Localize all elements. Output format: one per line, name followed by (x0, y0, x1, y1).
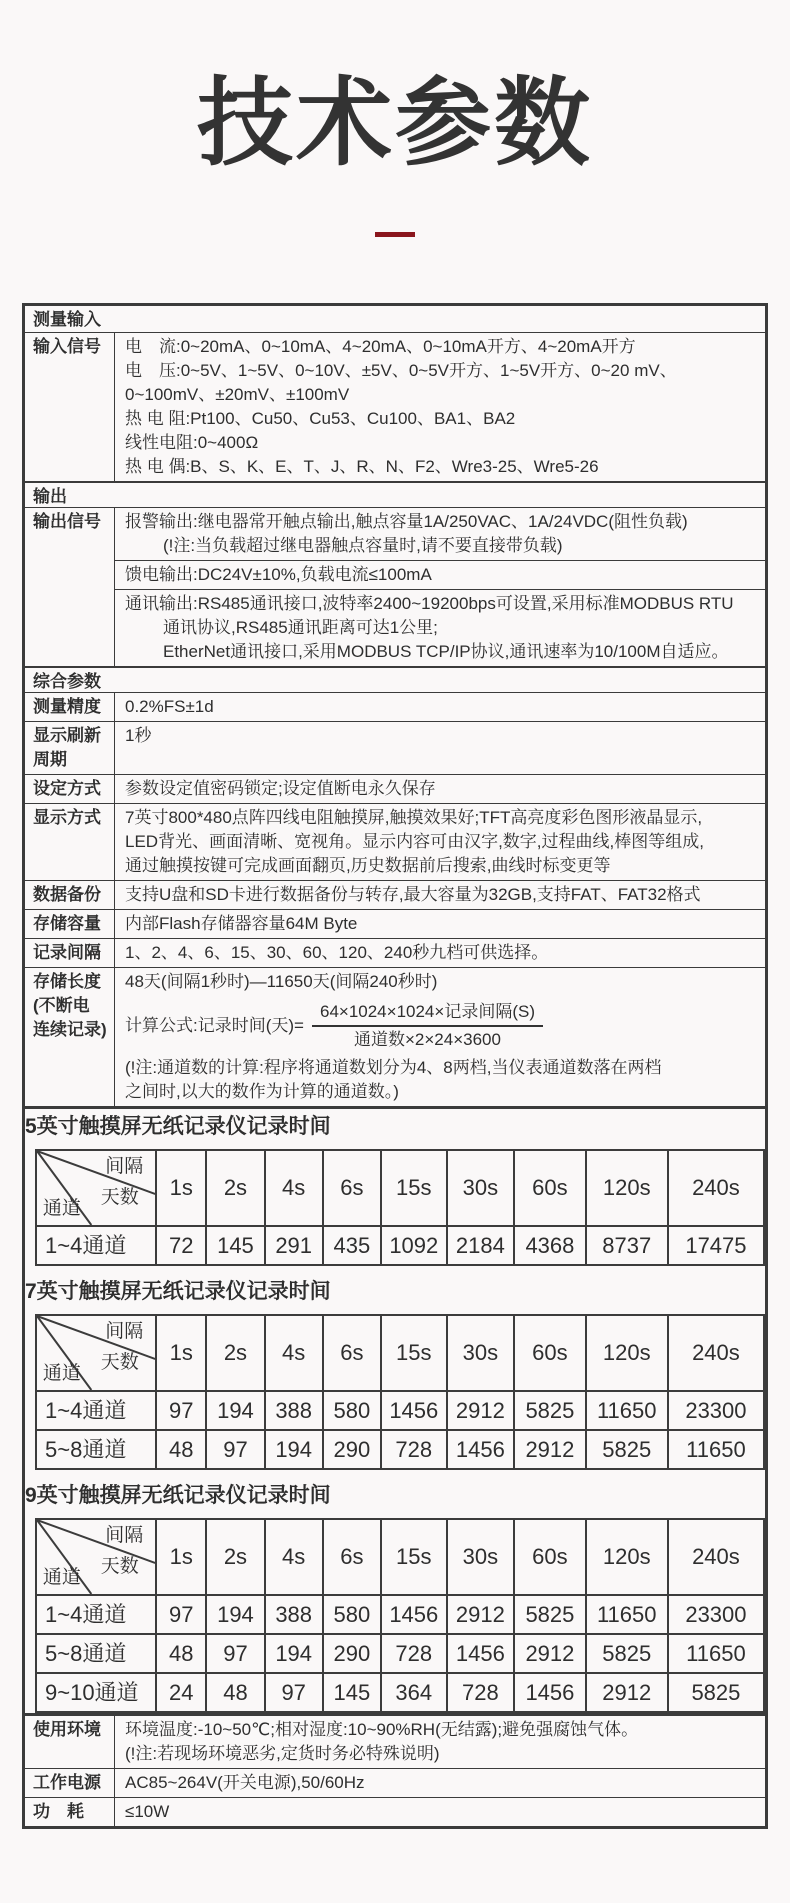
recording-days-cell: 145 (206, 1226, 264, 1265)
recording-days-cell: 11650 (668, 1430, 764, 1469)
row-value: 0.2%FS±1d (125, 697, 214, 716)
interval-header-cell: 240s (668, 1315, 764, 1391)
recording-days-cell: 5825 (514, 1595, 585, 1634)
row-output-signal (25, 507, 765, 666)
interval-header-cell: 6s (323, 1150, 381, 1226)
recording-days-row (36, 1391, 764, 1430)
storage-length-range: 48天(间隔1秒时)—11650天(间隔240秒时) (125, 972, 438, 991)
row-input-signal (25, 332, 765, 481)
channel-range-cell: 1~4通道 (36, 1595, 156, 1634)
comm-output-line1: 通讯输出:RS485通讯接口,波特率2400~19200bps可设置,采用标准MODBUS RTU (125, 594, 734, 613)
recording-days-cell: 72 (156, 1226, 206, 1265)
formula-numerator: 64×1024×1024×记录间隔(S) (312, 1000, 543, 1027)
row-value: 参数设定值密码锁定;设定值断电永久保存 (125, 779, 436, 798)
row-label: 输出信号 (25, 508, 115, 666)
corner-label-interval: 间隔 (105, 1320, 144, 1342)
row-data-backup (25, 880, 765, 909)
recording-days-cell: 728 (381, 1430, 447, 1469)
row-display-mode (25, 803, 765, 880)
comm-output-block (115, 589, 765, 666)
recording-days-cell: 2184 (447, 1226, 515, 1265)
row-recording-time-tables (25, 1106, 765, 1713)
refresh-label-line1: 显示刷新 (33, 726, 101, 745)
recording-time-table (35, 1314, 765, 1470)
row-value: 1秒 (125, 726, 152, 745)
recording-days-cell: 388 (265, 1595, 323, 1634)
recording-days-cell: 1456 (514, 1673, 585, 1712)
recording-days-cell: 728 (381, 1634, 447, 1673)
row-label: 设定方式 (25, 775, 115, 803)
interval-header-cell: 2s (206, 1519, 264, 1595)
interval-header-cell: 1s (156, 1315, 206, 1391)
recording-days-cell: 24 (156, 1673, 206, 1712)
recording-days-row (36, 1226, 764, 1265)
corner-label-days: 天数 (100, 1352, 139, 1373)
recording-days-cell: 1456 (381, 1391, 447, 1430)
recording-days-cell: 11650 (586, 1595, 668, 1634)
interval-header-cell: 4s (265, 1150, 323, 1226)
row-label: 记录间隔 (25, 939, 115, 967)
channel-range-cell: 1~4通道 (36, 1391, 156, 1430)
row-label: 数据备份 (25, 881, 115, 909)
recording-days-cell: 97 (156, 1391, 206, 1430)
row-accuracy (25, 692, 765, 721)
recording-days-cell: 1456 (447, 1430, 515, 1469)
recording-days-cell: 1456 (381, 1595, 447, 1634)
input-signal-rtd: 热 电 阻:Pt100、Cu50、Cu53、Cu100、BA1、BA2 (125, 409, 516, 428)
channel-range-cell: 9~10通道 (36, 1673, 156, 1712)
formula-prefix: 计算公式:记录时间(天)= (125, 1016, 304, 1035)
recording-days-row (36, 1634, 764, 1673)
channel-range-cell: 5~8通道 (36, 1634, 156, 1673)
row-storage-length (25, 967, 765, 1106)
recording-days-cell: 290 (323, 1430, 381, 1469)
recorder-table-7inch (25, 1280, 765, 1470)
channel-range-cell: 1~4通道 (36, 1226, 156, 1265)
page-title: 技术参数 (197, 70, 593, 177)
recording-days-cell: 291 (265, 1226, 323, 1265)
recorder-table-header-row (36, 1150, 764, 1226)
row-label: 功 耗 (25, 1798, 115, 1826)
corner-label-interval: 间隔 (105, 1155, 144, 1177)
row-label: 显示方式 (25, 804, 115, 880)
recorder-table-title: 9英寸触摸屏无纸记录仪记录时间 (25, 1484, 331, 1507)
section-header-output: 输出 (25, 481, 765, 507)
row-label: 工作电源 (25, 1769, 115, 1797)
recording-days-cell: 194 (265, 1430, 323, 1469)
recorder-table-title: 5英寸触摸屏无纸记录仪记录时间 (25, 1115, 331, 1138)
row-label: 输入信号 (25, 333, 115, 481)
recording-days-cell: 5825 (586, 1430, 668, 1469)
recording-days-cell: 97 (265, 1673, 323, 1712)
interval-days-channel-corner-cell (36, 1519, 156, 1595)
section-header-measure-input: 测量输入 (33, 310, 101, 329)
row-value: ≤10W (125, 1802, 170, 1821)
interval-days-channel-corner-cell (36, 1315, 156, 1391)
row-value: 支持U盘和SD卡进行数据备份与转存,最大容量为32GB,支持FAT、FAT32格式 (125, 885, 701, 904)
row-label (25, 722, 115, 774)
recording-days-cell: 48 (156, 1430, 206, 1469)
interval-header-cell: 4s (265, 1519, 323, 1595)
row-value: 1、2、4、6、15、30、60、120、240秒九档可供选择。 (125, 943, 549, 962)
recording-days-cell: 2912 (586, 1673, 668, 1712)
interval-header-cell: 6s (323, 1519, 381, 1595)
recording-days-cell: 48 (206, 1673, 264, 1712)
recording-days-cell: 2912 (447, 1391, 515, 1430)
interval-header-cell: 240s (668, 1150, 764, 1226)
recorder-table-header-row (36, 1519, 764, 1595)
corner-label-channel: 通道 (42, 1566, 81, 1588)
interval-header-cell: 2s (206, 1315, 264, 1391)
recording-days-cell: 1092 (381, 1226, 447, 1265)
recording-days-cell: 97 (156, 1595, 206, 1634)
corner-label-days: 天数 (100, 1556, 139, 1577)
row-refresh-period (25, 721, 765, 774)
recording-days-cell: 11650 (668, 1634, 764, 1673)
storage-length-label-line2: (不断电 (33, 996, 90, 1015)
recording-days-cell: 97 (206, 1430, 264, 1469)
recording-days-cell: 11650 (586, 1391, 668, 1430)
interval-header-cell: 240s (668, 1519, 764, 1595)
recording-days-cell: 23300 (668, 1595, 764, 1634)
corner-label-channel: 通道 (42, 1197, 81, 1219)
recording-days-row (36, 1430, 764, 1469)
recording-days-cell: 2912 (514, 1430, 585, 1469)
recording-days-cell: 194 (265, 1634, 323, 1673)
interval-header-cell: 30s (447, 1150, 515, 1226)
storage-length-label-line3: 连续记录) (33, 1020, 107, 1039)
recording-days-cell: 435 (323, 1226, 381, 1265)
environment-line1: 环境温度:-10~50℃;相对湿度:10~90%RH(无结露);避免强腐蚀气体。 (125, 1720, 639, 1739)
row-storage-capacity (25, 909, 765, 938)
row-environment (25, 1713, 765, 1768)
interval-header-cell: 30s (447, 1519, 515, 1595)
row-label: 使用环境 (25, 1716, 115, 1768)
recording-days-cell: 194 (206, 1391, 264, 1430)
row-value (115, 508, 765, 666)
recording-days-cell: 580 (323, 1391, 381, 1430)
recording-days-cell: 580 (323, 1595, 381, 1634)
alarm-output-block (115, 508, 765, 560)
interval-header-cell: 60s (514, 1315, 585, 1391)
recording-days-row (36, 1673, 764, 1712)
recording-days-cell: 2912 (447, 1595, 515, 1634)
interval-header-cell: 30s (447, 1315, 515, 1391)
row-label: 存储容量 (25, 910, 115, 938)
storage-length-label-line1: 存储长度 (33, 972, 101, 991)
formula-denominator: 通道数×2×24×3600 (354, 1030, 501, 1049)
recording-days-cell: 2912 (514, 1634, 585, 1673)
corner-label-interval: 间隔 (105, 1524, 144, 1546)
recording-days-cell: 23300 (668, 1391, 764, 1430)
row-record-interval (25, 938, 765, 967)
recorder-table-9inch (25, 1484, 765, 1713)
recording-days-cell: 5825 (586, 1634, 668, 1673)
recording-days-cell: 728 (447, 1673, 515, 1712)
alarm-output-note: (!注:当负载超过继电器触点容量时,请不要直接带负载) (163, 536, 563, 555)
recording-time-table (35, 1149, 765, 1266)
storage-length-note-line1: (!注:通道数的计算:程序将通道数划分为4、8两档,当仪表通道数落在两档 (125, 1058, 662, 1077)
row-label (25, 968, 115, 1106)
environment-note: (!注:若现场环境恶劣,定货时务必特殊说明) (125, 1744, 440, 1763)
interval-header-cell: 60s (514, 1519, 585, 1595)
spec-table (22, 303, 768, 1829)
recorder-table-title: 7英寸触摸屏无纸记录仪记录时间 (25, 1280, 331, 1303)
display-mode-line2: LED背光、画面清晰、宽视角。显示内容可由汉字,数字,过程曲线,棒图等组成, (125, 832, 704, 851)
interval-header-cell: 15s (381, 1315, 447, 1391)
spec-sheet-page (0, 64, 790, 1829)
recording-days-cell: 145 (323, 1673, 381, 1712)
interval-header-cell: 60s (514, 1150, 585, 1226)
recording-days-cell: 97 (206, 1634, 264, 1673)
corner-label-channel: 通道 (42, 1362, 81, 1384)
row-setting-mode (25, 774, 765, 803)
row-value (115, 804, 765, 880)
interval-header-cell: 1s (156, 1150, 206, 1226)
input-signal-current: 电 流:0~20mA、0~10mA、4~20mA、0~10mA开方、4~20mA开方 (125, 337, 636, 356)
interval-header-cell: 120s (586, 1150, 668, 1226)
input-signal-linear-resistance: 线性电阻:0~400Ω (125, 433, 259, 452)
interval-header-cell: 1s (156, 1519, 206, 1595)
recording-days-cell: 8737 (586, 1226, 668, 1265)
title-underline-accent (375, 232, 415, 237)
row-power-consumption (25, 1797, 765, 1826)
input-signal-voltage: 电 压:0~5V、1~5V、0~10V、±5V、0~5V开方、1~5V开方、0~20 mV、 (125, 361, 677, 380)
row-value (115, 968, 765, 1106)
recording-days-cell: 5825 (668, 1673, 764, 1712)
row-value: 内部Flash存储器容量64M Byte (125, 914, 358, 933)
feed-output-line: 馈电输出:DC24V±10%,负载电流≤100mA (125, 565, 432, 584)
channel-range-cell: 5~8通道 (36, 1430, 156, 1469)
recording-days-cell: 48 (156, 1634, 206, 1673)
recording-days-cell: 5825 (514, 1391, 585, 1430)
display-mode-line3: 通过触摸按键可完成画面翻页,历史数据前后搜索,曲线时标变更等 (125, 856, 611, 875)
recording-days-cell: 364 (381, 1673, 447, 1712)
formula-fraction (312, 1000, 543, 1052)
interval-header-cell: 15s (381, 1150, 447, 1226)
interval-header-cell: 120s (586, 1519, 668, 1595)
interval-header-cell: 6s (323, 1315, 381, 1391)
storage-length-formula (125, 1000, 755, 1052)
alarm-output-line: 报警输出:继电器常开触点输出,触点容量1A/250VAC、1A/24VDC(阻性负载) (125, 512, 688, 531)
row-value: AC85~264V(开关电源),50/60Hz (125, 1773, 365, 1792)
row-value (115, 333, 765, 481)
row-value (115, 1716, 765, 1768)
interval-days-channel-corner-cell (36, 1150, 156, 1226)
interval-header-cell: 2s (206, 1150, 264, 1226)
input-signal-thermocouple: 热 电 偶:B、S、K、E、T、J、R、N、F2、Wre3-25、Wre5-26 (125, 457, 599, 476)
recording-time-table (35, 1518, 765, 1713)
interval-header-cell: 4s (265, 1315, 323, 1391)
corner-label-days: 天数 (100, 1187, 139, 1208)
recording-time-tables-cell (25, 1109, 765, 1713)
display-mode-line1: 7英寸800*480点阵四线电阻触摸屏,触摸效果好;TFT高亮度彩色图形液晶显示, (125, 808, 703, 827)
recording-days-cell: 4368 (514, 1226, 585, 1265)
refresh-label-line2: 周期 (33, 750, 67, 769)
recorder-table-5inch (25, 1115, 765, 1266)
recording-days-row (36, 1595, 764, 1634)
recording-days-cell: 1456 (447, 1634, 515, 1673)
recording-days-cell: 388 (265, 1391, 323, 1430)
recorder-table-header-row (36, 1315, 764, 1391)
storage-length-note-line2: 之间时,以大的数作为计算的通道数。) (125, 1082, 399, 1101)
recording-days-cell: 17475 (668, 1226, 764, 1265)
row-working-power (25, 1768, 765, 1797)
feed-output-block (115, 560, 765, 589)
row-label: 测量精度 (25, 693, 115, 721)
comm-output-line3: EtherNet通讯接口,采用MODBUS TCP/IP协议,通讯速率为10/100M自适应。 (163, 642, 729, 661)
comm-output-line2: 通讯协议,RS485通讯距离可达1公里; (163, 618, 438, 637)
recording-days-cell: 290 (323, 1634, 381, 1673)
section-header-general: 综合参数 (25, 666, 765, 692)
recording-days-cell: 194 (206, 1595, 264, 1634)
input-signal-voltage-2: 0~100mV、±20mV、±100mV (125, 385, 350, 404)
interval-header-cell: 15s (381, 1519, 447, 1595)
interval-header-cell: 120s (586, 1315, 668, 1391)
